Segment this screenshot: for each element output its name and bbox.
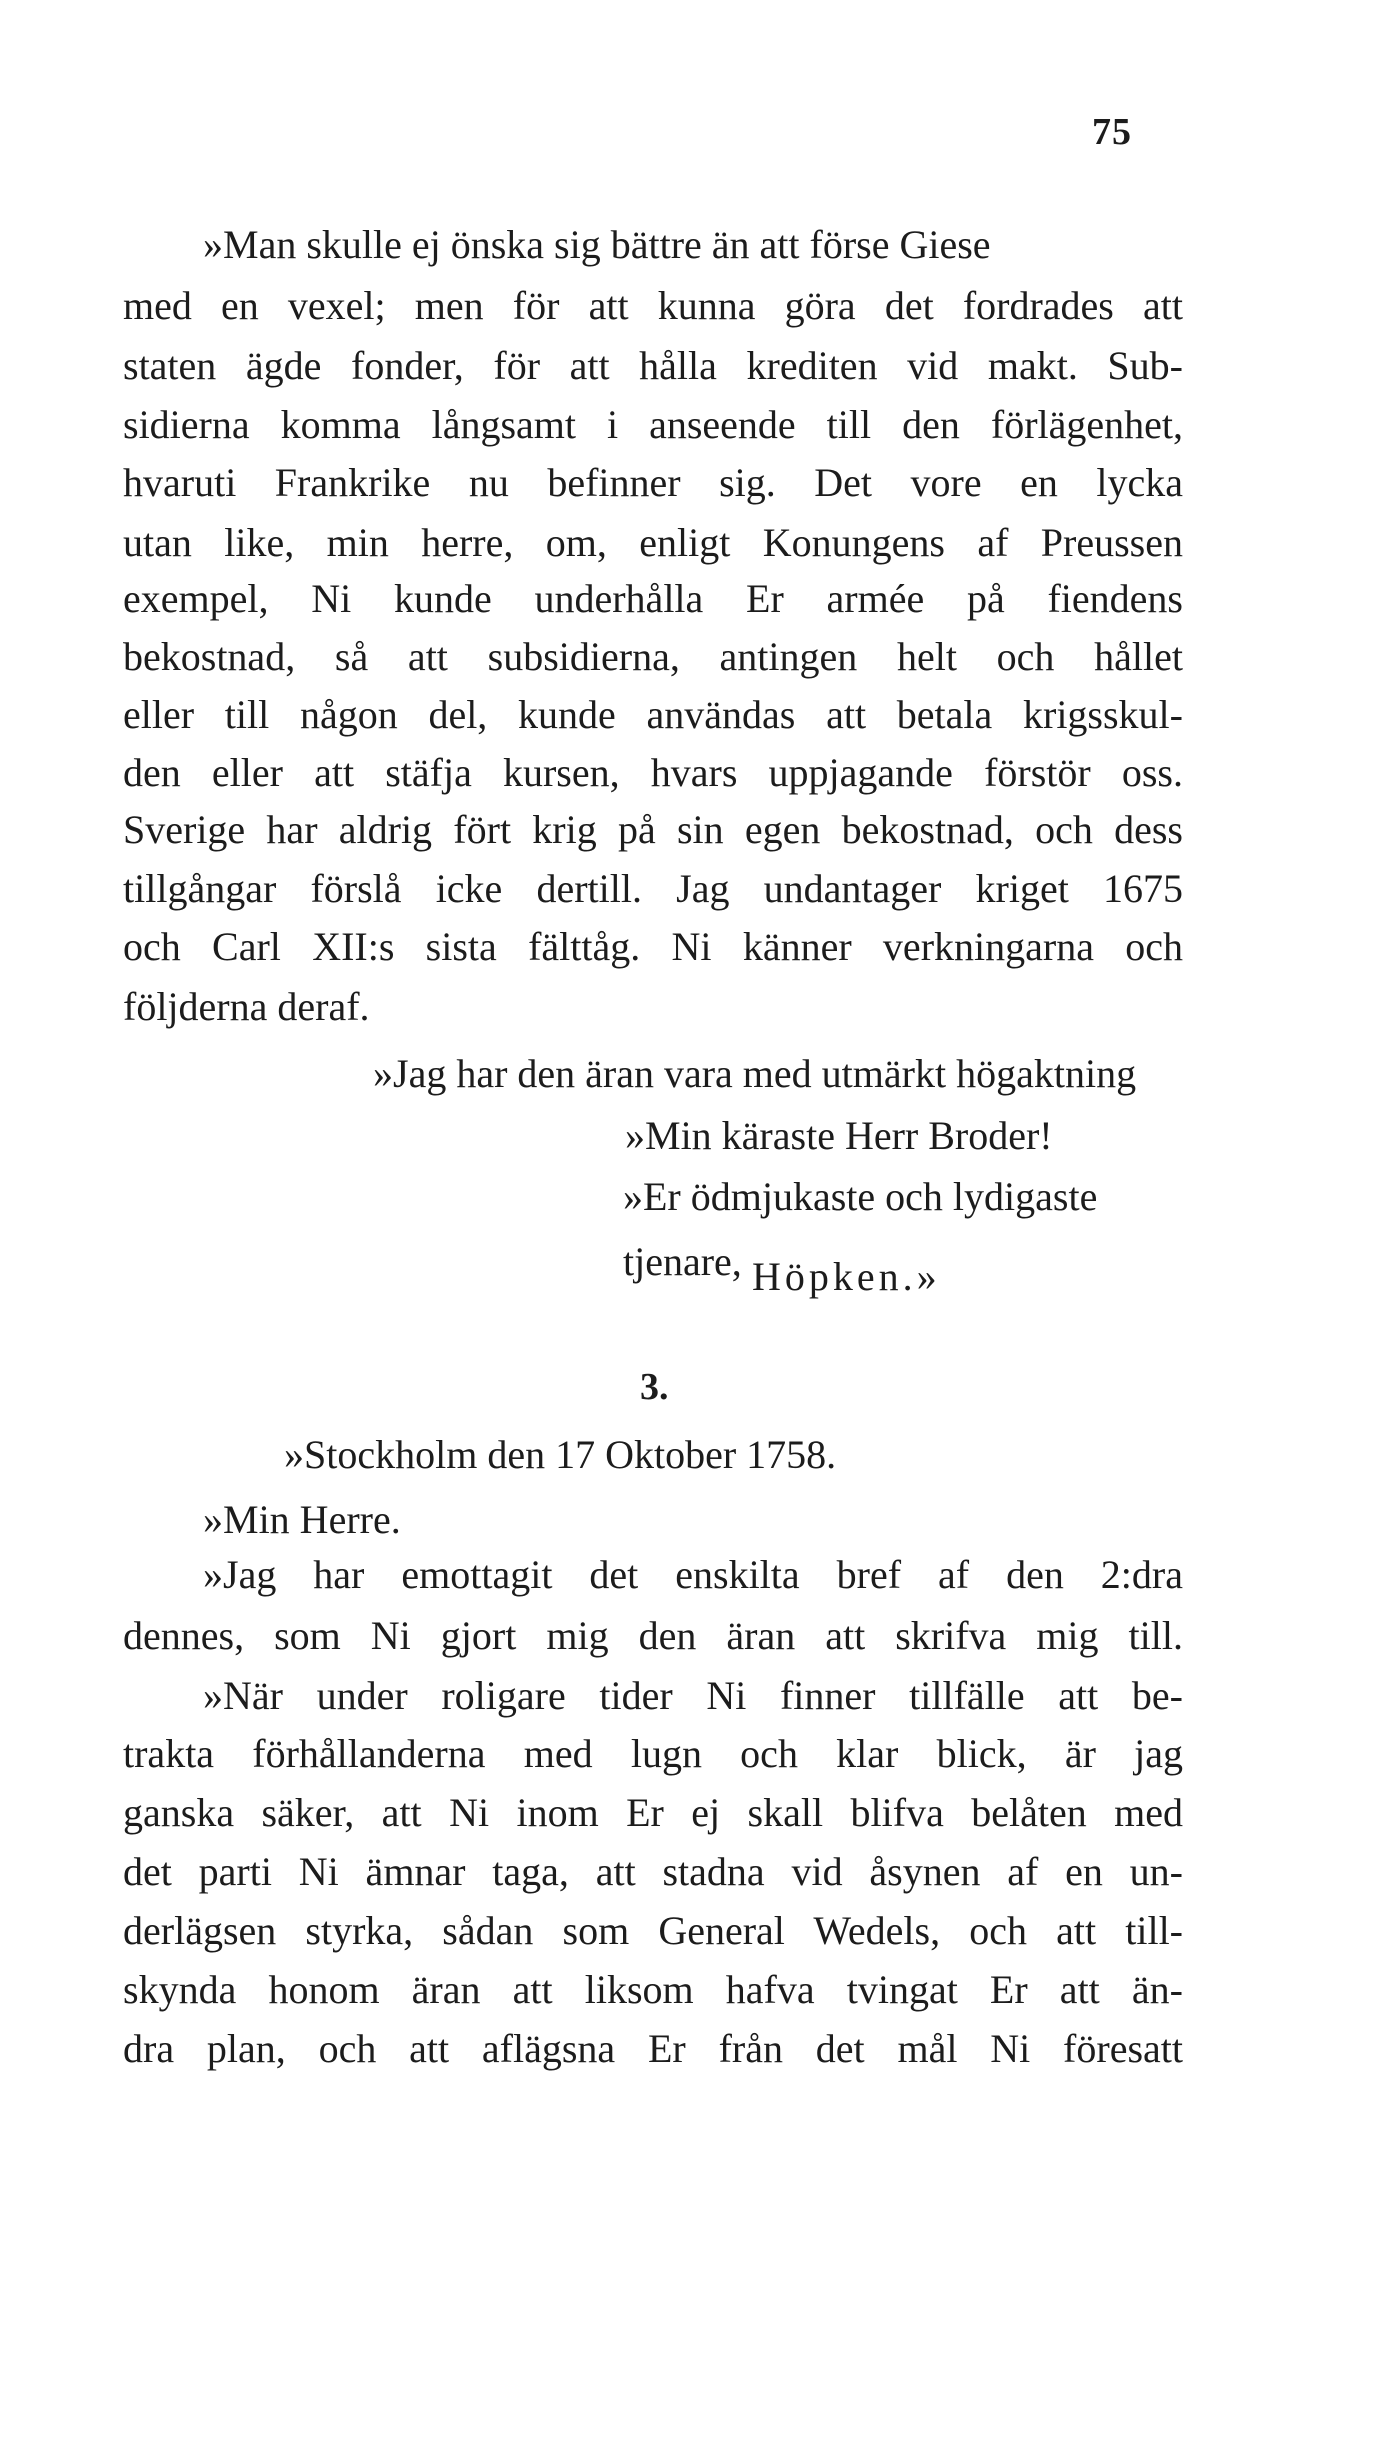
paragraph-line: »När under roligare tider Ni finner tillfälle att be- bbox=[203, 1673, 1183, 1718]
dateline: »Stockholm den 17 Oktober 1758. bbox=[284, 1432, 837, 1477]
closing-salutation: »Min käraste Herr Broder! bbox=[625, 1113, 1053, 1158]
paragraph-line: exempel, Ni kunde underhålla Er armée på fiendens bbox=[123, 576, 1183, 621]
paragraph-line: skynda honom äran att liksom hafva tvingat Er att än- bbox=[123, 1967, 1183, 2012]
closing-formula-line: »Er ödmjukaste och lydigaste bbox=[623, 1174, 1098, 1219]
salutation: »Min Herre. bbox=[203, 1497, 401, 1542]
closing-formula-line: tjenare, bbox=[623, 1239, 742, 1284]
paragraph-line: Sverige har aldrig fört krig på sin egen bekostnad, och dess bbox=[123, 807, 1183, 852]
paragraph-line: utan like, min herre, om, enligt Konungens af Preussen bbox=[123, 520, 1183, 565]
paragraph-line: dennes, som Ni gjort mig den äran att skrifva mig till. bbox=[123, 1613, 1183, 1658]
paragraph-line: derlägsen styrka, sådan som General Wedels, och att till- bbox=[123, 1908, 1183, 1953]
paragraph-line: eller till någon del, kunde användas att betala krigsskul- bbox=[123, 692, 1183, 737]
paragraph-line: dra plan, och att aflägsna Er från det mål Ni föresatt bbox=[123, 2026, 1183, 2071]
signature: Höpken.» bbox=[752, 1254, 941, 1299]
section-number: 3. bbox=[640, 1366, 669, 1408]
paragraph-line: det parti Ni ämnar taga, att stadna vid åsynen af en un- bbox=[123, 1849, 1183, 1894]
paragraph-line: bekostnad, så att subsidierna, antingen helt och hållet bbox=[123, 634, 1183, 679]
paragraph-line: »Man skulle ej önska sig bättre än att förse Giese bbox=[203, 222, 991, 267]
paragraph-line: tillgångar förslå icke dertill. Jag undantager kriget 1675 bbox=[123, 866, 1183, 911]
paragraph-line: med en vexel; men för att kunna göra det fordrades att bbox=[123, 283, 1183, 328]
paragraph-line: följderna deraf. bbox=[123, 984, 370, 1029]
paragraph-line: trakta förhållanderna med lugn och klar blick, är jag bbox=[123, 1731, 1183, 1776]
closing-line: »Jag har den äran vara med utmärkt högaktning bbox=[373, 1051, 1137, 1096]
paragraph-line: och Carl XII:s sista fälttåg. Ni känner verkningarna och bbox=[123, 924, 1183, 969]
paragraph-line: sidierna komma långsamt i anseende till den förlägenhet, bbox=[123, 402, 1183, 447]
paragraph-line: ganska säker, att Ni inom Er ej skall blifva belåten med bbox=[123, 1790, 1183, 1835]
page-number: 75 bbox=[1092, 111, 1132, 153]
paragraph-line: hvaruti Frankrike nu befinner sig. Det vore en lycka bbox=[123, 460, 1183, 505]
paragraph-line: staten ägde fonder, för att hålla krediten vid makt. Sub- bbox=[123, 343, 1183, 388]
paragraph-line: »Jag har emottagit det enskilta bref af den 2:dra bbox=[203, 1552, 1183, 1597]
paragraph-line: den eller att stäfja kursen, hvars uppjagande förstör oss. bbox=[123, 750, 1183, 795]
